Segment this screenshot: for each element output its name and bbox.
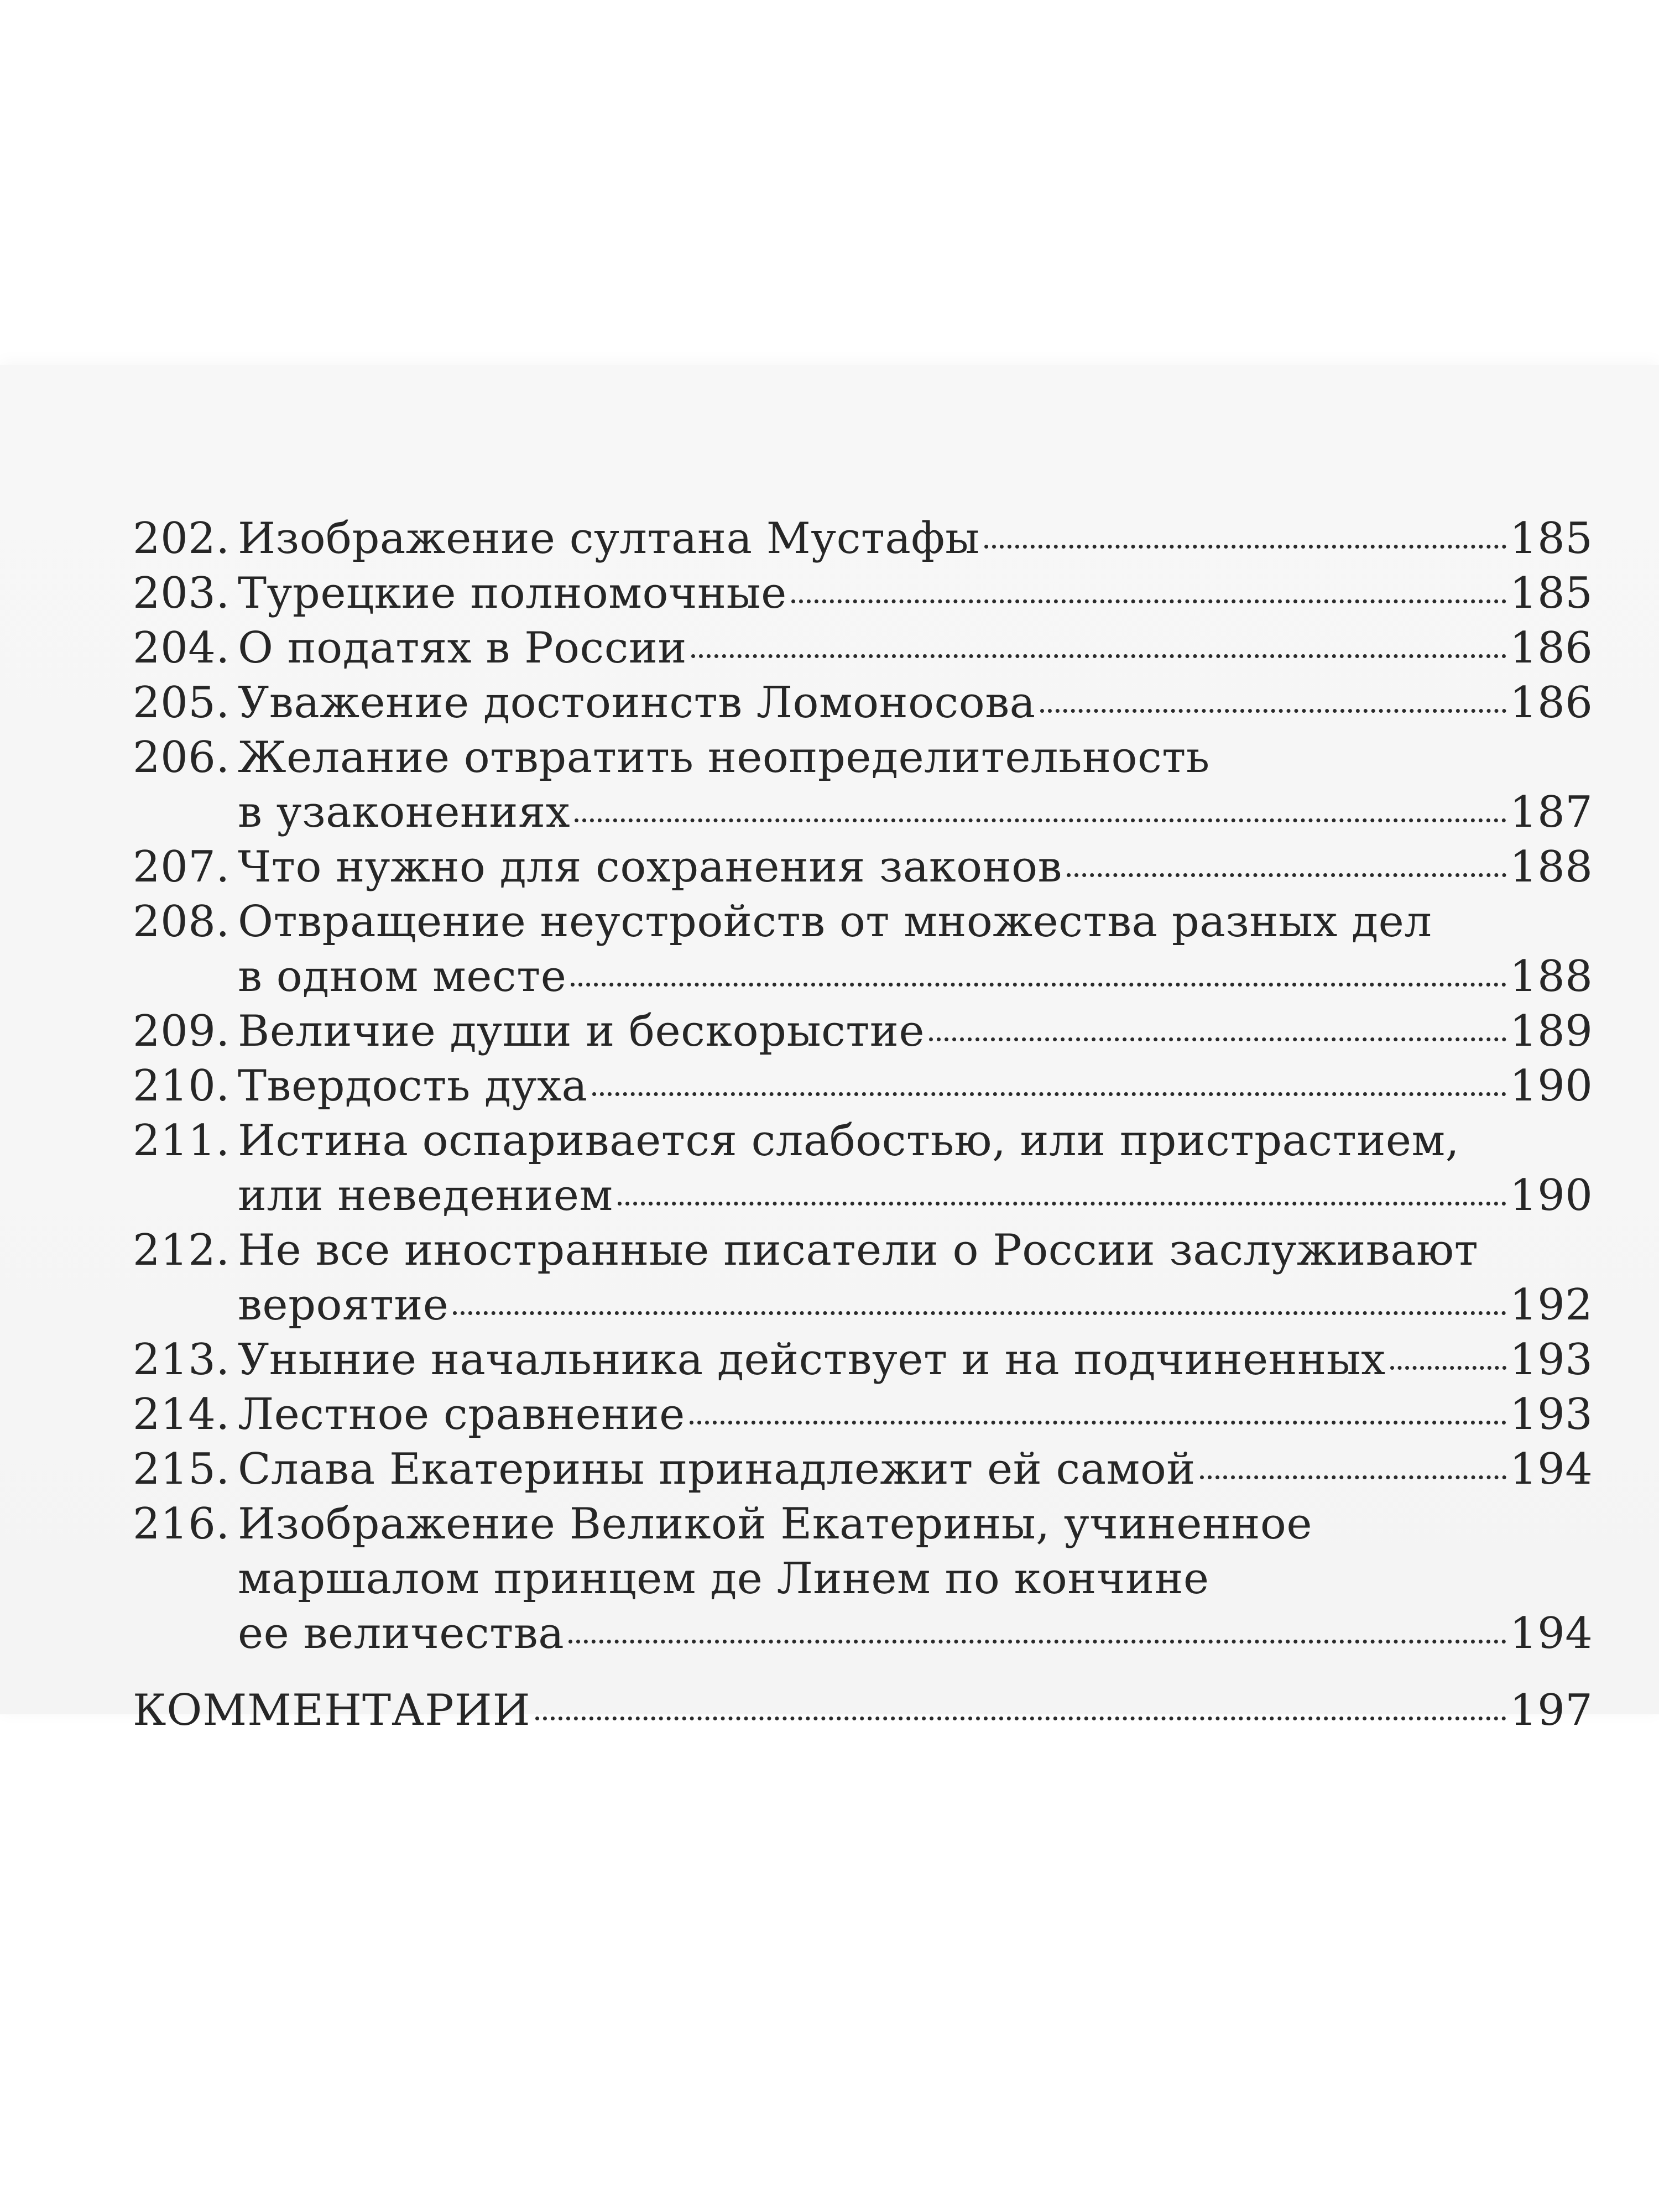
toc-entry-title: или неведением <box>238 1171 613 1220</box>
toc-entry-line <box>133 566 1593 621</box>
toc-entry-title: Что нужно для сохранения законов <box>238 842 1062 892</box>
toc-entry-line <box>133 1114 1587 1168</box>
dot-leader <box>571 983 1506 987</box>
toc-entry-line <box>133 621 1593 676</box>
toc-page-number: 190 <box>1510 1171 1593 1220</box>
toc-entry-number: 202. <box>133 514 230 564</box>
toc-entry-line <box>133 512 1593 566</box>
toc-page-number: 190 <box>1510 1061 1593 1111</box>
toc-entry-line <box>133 1168 1593 1223</box>
toc-entry-title: Истина оспаривается слабостью, или пристрастием, <box>238 1116 1459 1166</box>
toc-entry-number: 214. <box>133 1390 230 1439</box>
dot-leader <box>929 1037 1506 1041</box>
toc-entry-number: 212. <box>133 1225 230 1275</box>
toc-entry-title: Турецкие полномочные <box>238 568 787 618</box>
toc-entry-number: 216. <box>133 1499 230 1549</box>
toc-entry-line <box>133 895 1587 950</box>
toc-entry-title: Величие души и бескорыстие <box>238 1006 925 1056</box>
toc-page-number: 185 <box>1510 568 1593 618</box>
toc-entry-title: ее величества <box>238 1609 565 1658</box>
toc-page-number: 188 <box>1510 842 1593 892</box>
toc-entry-title: Изображение султана Мустафы <box>238 514 980 564</box>
toc-entry-number: 209. <box>133 1006 230 1056</box>
toc-entry-number: 206. <box>133 733 230 782</box>
toc-page-number: 187 <box>1510 787 1593 837</box>
toc-page-number: 192 <box>1510 1280 1593 1330</box>
toc-entry-title: Уважение достоинств Ломоносова <box>238 678 1036 728</box>
toc-page-number: 197 <box>1510 1686 1593 1735</box>
toc-page-number: 194 <box>1510 1444 1593 1494</box>
toc-entry-line <box>133 1387 1593 1442</box>
toc-entry-line <box>133 1497 1587 1552</box>
dot-leader <box>1200 1475 1506 1479</box>
toc-entry-number: 211. <box>133 1116 230 1166</box>
toc-entry-line <box>133 731 1587 785</box>
section-gap <box>133 1661 1587 1683</box>
comments-label: КОММЕНТАРИИ <box>133 1686 531 1735</box>
toc-entry-title: Твердость духа <box>238 1061 588 1111</box>
table-of-contents <box>133 512 1593 1738</box>
toc-page-number: 188 <box>1510 952 1593 1001</box>
dot-leader <box>1067 873 1506 877</box>
toc-entry-line <box>133 1552 1587 1606</box>
dot-leader <box>618 1202 1506 1206</box>
toc-entry-line <box>133 1333 1593 1387</box>
toc-entry-number: 213. <box>133 1335 230 1385</box>
toc-comments-entry <box>133 1683 1593 1738</box>
toc-page-number: 194 <box>1510 1609 1593 1658</box>
toc-entry-line <box>133 840 1593 895</box>
toc-entry-title: Изображение Великой Екатерины, учиненное <box>238 1499 1313 1549</box>
toc-entry-title: Не все иностранные писатели о России заслуживают <box>238 1225 1479 1275</box>
toc-entry-number: 207. <box>133 842 230 892</box>
toc-entry-title: вероятие <box>238 1280 449 1330</box>
toc-entry-title: Слава Екатерины принадлежит ей самой <box>238 1444 1196 1494</box>
dot-leader <box>592 1092 1506 1096</box>
toc-page-number: 189 <box>1510 1006 1593 1056</box>
toc-entry-title: маршалом принцем де Линем по кончине <box>238 1554 1209 1604</box>
toc-page-number: 193 <box>1510 1335 1593 1385</box>
toc-entry-title: Желание отвратить неопределительность <box>238 733 1210 782</box>
toc-entry-title: в узаконениях <box>238 787 571 837</box>
dot-leader <box>575 818 1506 822</box>
toc-entry-line <box>133 1442 1593 1497</box>
toc-entry-number: 208. <box>133 897 230 947</box>
toc-entry-number: 203. <box>133 568 230 618</box>
toc-entry-line <box>133 1059 1593 1114</box>
toc-entry-number: 215. <box>133 1444 230 1494</box>
dot-leader <box>453 1311 1506 1315</box>
dot-leader <box>1390 1366 1506 1370</box>
toc-entry-title: Лестное сравнение <box>238 1390 685 1439</box>
toc-entry-number: 210. <box>133 1061 230 1111</box>
dot-leader <box>568 1640 1506 1644</box>
toc-entry-line <box>133 1004 1593 1059</box>
toc-entry-number: 205. <box>133 678 230 728</box>
toc-entry-title: Отвращение неустройств от множества разных дел <box>238 897 1432 947</box>
toc-entry-line <box>133 1278 1593 1333</box>
toc-entry-title: в одном месте <box>238 952 567 1001</box>
toc-page-number: 186 <box>1510 678 1593 728</box>
dot-leader <box>1040 709 1506 713</box>
toc-entry-line <box>133 785 1593 840</box>
toc-entry-line <box>133 1606 1593 1661</box>
toc-entry-line <box>133 950 1593 1004</box>
dot-leader <box>791 599 1506 603</box>
toc-entry-title: О податях в России <box>238 623 687 673</box>
dot-leader <box>984 545 1506 549</box>
toc-entry-line <box>133 676 1593 731</box>
toc-page-number: 186 <box>1510 623 1593 673</box>
dot-leader <box>690 1421 1506 1425</box>
toc-entry-title: Уныние начальника действует и на подчиненных <box>238 1335 1386 1385</box>
dot-leader <box>535 1717 1506 1720</box>
toc-entry-line <box>133 1223 1587 1278</box>
toc-entry-number: 204. <box>133 623 230 673</box>
dot-leader <box>691 654 1506 658</box>
toc-page-number: 193 <box>1510 1390 1593 1439</box>
toc-page-number: 185 <box>1510 514 1593 564</box>
